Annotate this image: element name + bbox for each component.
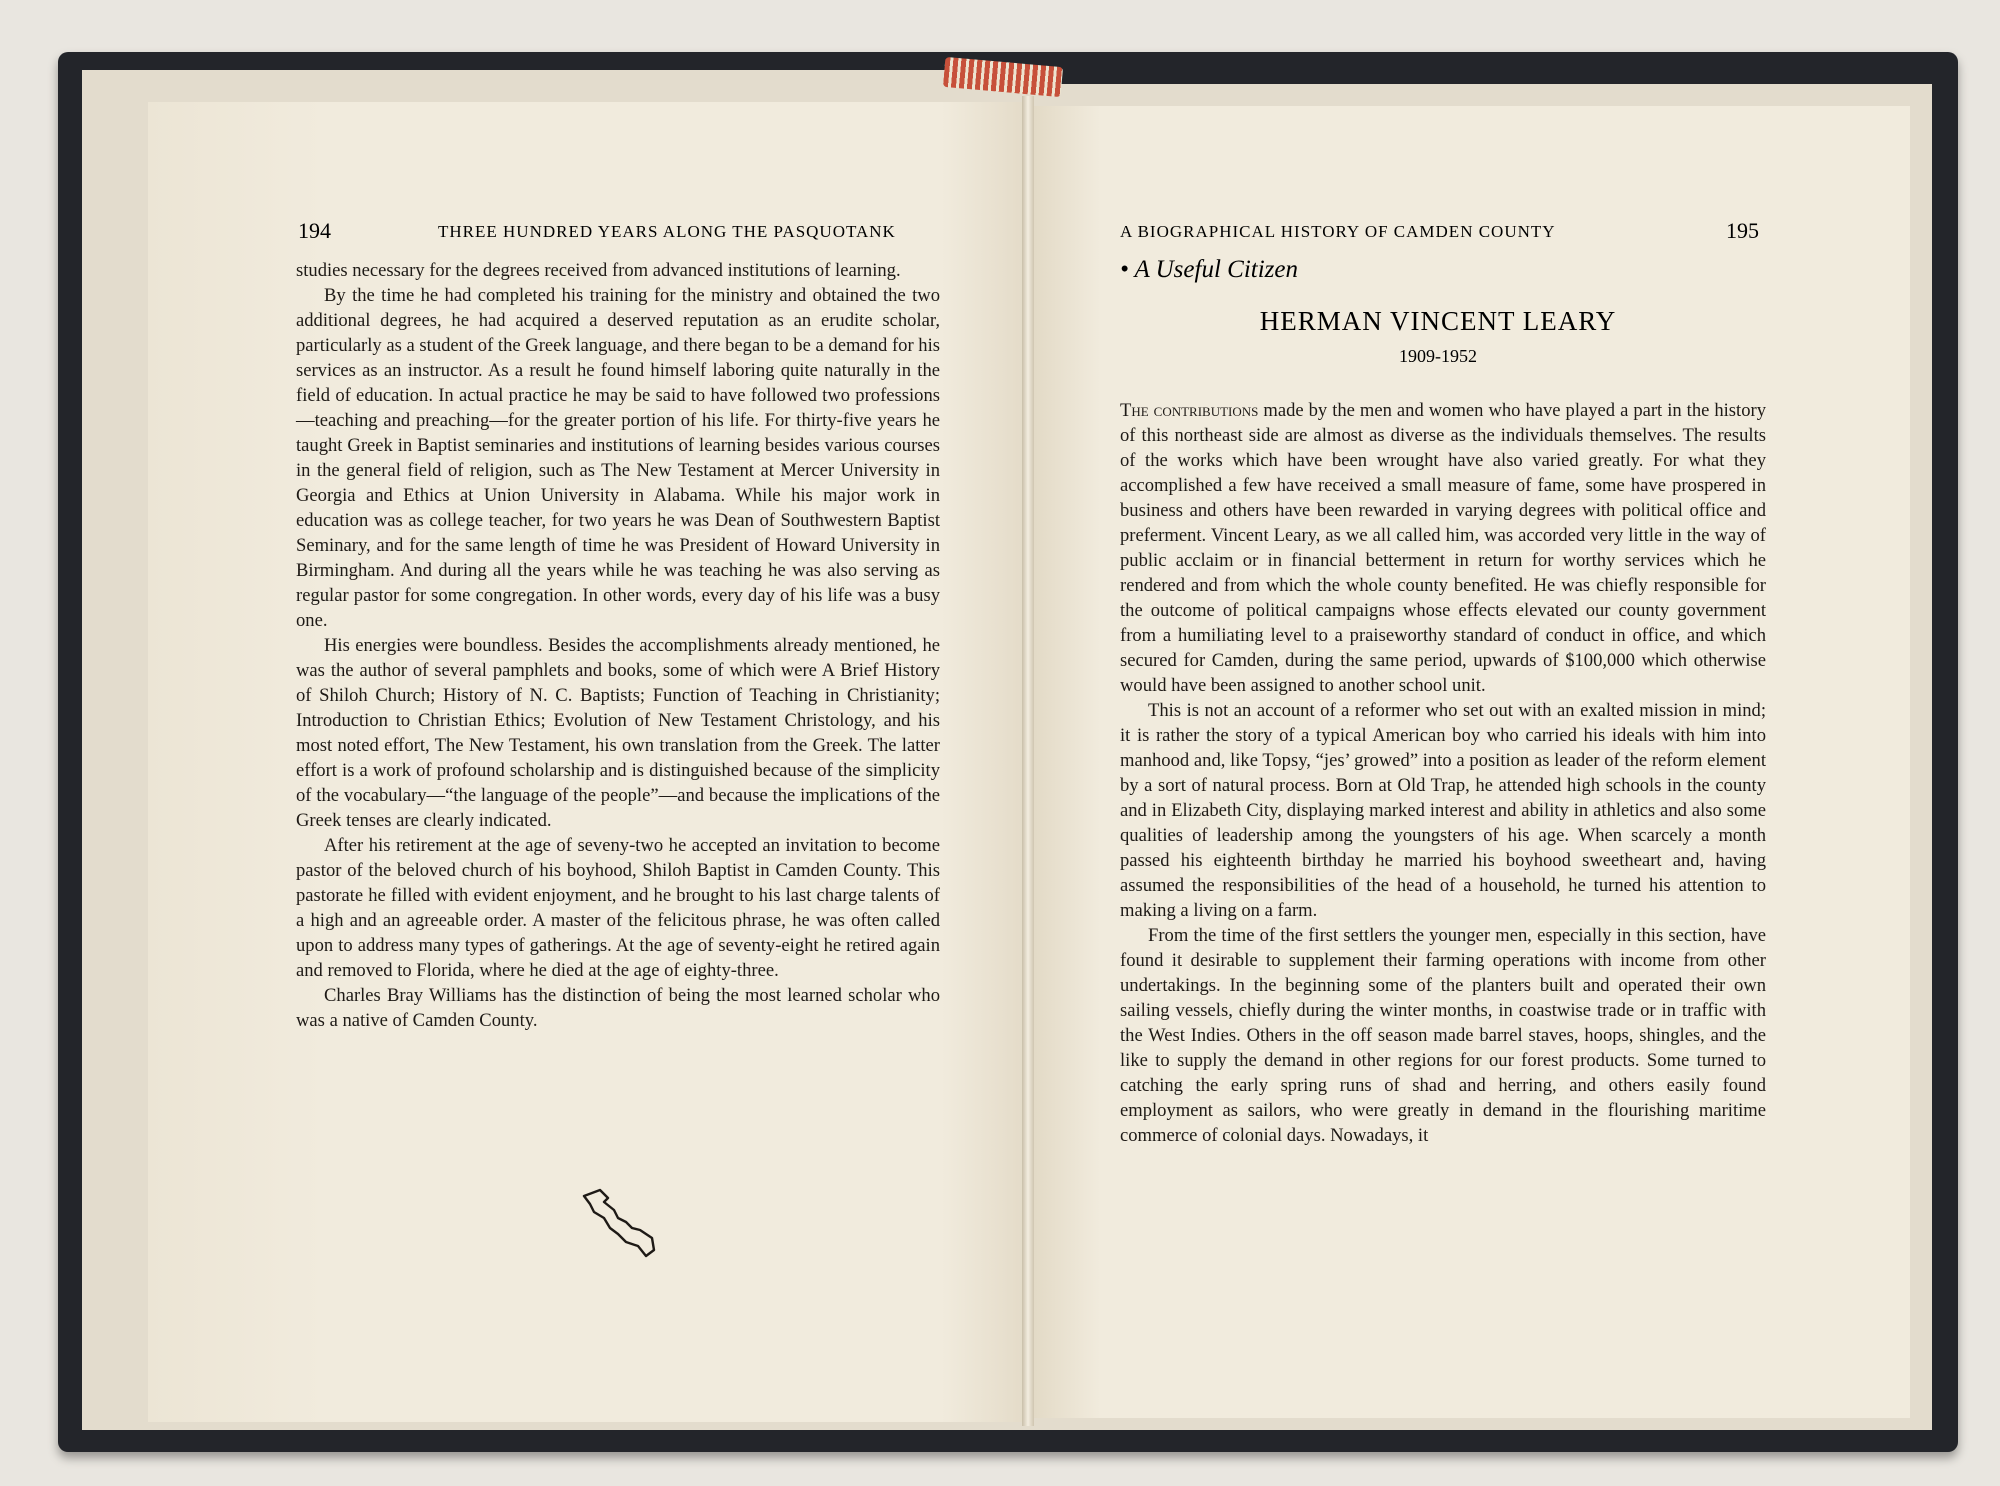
paragraph: By the time he had completed his training for the ministry and obtained the two additional degrees, he had acquired a deserved reputation as an erudite scholar, particularly as a student of the Greek language, and there began to be a demand for his services as an instructor. As a result he found himself laboring quite naturally in the field of education. In actual practice he may be said to have followed two professions—teaching and preaching—for the greater portion of his life. For thirty-five years he taught Greek in Baptist seminaries and institutions of learning besides various courses in the general field of religion, such as The New Testament at Mercer University in Georgia and Ethics at Union University in Alabama. While his major work in education was as college teacher, for two years he was Dean of Southwestern Baptist Seminary, and for the same length of time he was President of Howard University in Birmingham. And during all the years while he was teaching he was also serving as regular pastor for some congregation. In other words, every day of his life was a busy one. (296, 285, 940, 631)
right-running-head: A BIOGRAPHICAL HISTORY OF CAMDEN COUNTY (1120, 222, 1556, 241)
section-label: • A Useful Citizen (1120, 256, 1298, 283)
left-running-head: THREE HUNDRED YEARS ALONG THE PASQUOTANK (438, 222, 896, 241)
right-page-body (1120, 398, 1766, 1148)
book-gutter (1022, 96, 1034, 1426)
left-page-body (296, 258, 940, 1033)
paragraph: This is not an account of a reformer who set out with an exalted mission in mind; it is rather the story of a typical American boy who carried his ideals with him into manhood and, like Topsy, “jes’ growed” into a position as leader of the reform element by a sort of natural process. Born at Old Trap, he attended high schools in the county and in Elizabeth City, displaying marked interest and ability in athletics and also some qualities of leadership among the youngsters of his age. When scarcely a month passed his eighteenth birthday he married his boyhood sweetheart and, having assumed the responsibilities of the head of a household, he turned his attention to making a living on a farm. (1120, 700, 1766, 921)
paragraph: His energies were boundless. Besides the accomplishments already mentioned, he was the author of several pamphlets and books, some of which were A Brief History of Shiloh Church; History of N. C. Baptists; Function of Teaching in Christianity; Introduction to Christian Ethics; Evolution of New Testament Christology, and his most noted effort, The New Testament, his own translation from the Greek. The latter effort is a work of profound scholarship and is distinguished because of the simplicity of the vocabulary—“the language of the people”—and because the implications of the Greek tenses are clearly indicated. (296, 635, 940, 831)
paragraph-text: made by the men and women who have played a part in the history of this northeast side are almost as diverse as the individuals themselves. The results of the works which have been wrought have also varied greatly. For what they accomplished a few have received a small measure of fame, some have prospered in business and others have been rewarded in varying degrees with political office and preferment. Vincent Leary, as we all called him, was accorded very little in the way of public acclaim or in financial betterment in return for worthy services which he rendered and from which the whole county benefited. He was chiefly responsible for the outcome of political campaigns whose effects elevated our county government from a humiliating level to a praiseworthy standard of conduct in office, and which secured for Camden, during the same period, upwards of $100,000 which otherwise would have been assigned to another school unit. (1120, 400, 1766, 696)
paragraph: From the time of the first settlers the younger men, especially in this section, have found it desirable to supplement their farming operations with income from other undertakings. In the beginning some of the planters built and operated their own sailing vessels, chiefly during the winter months, in coastwise trade or in traffic with the West Indies. Others in the off season made barrel staves, hoops, shingles, and the like to supply the demand in other regions for our forest products. Some turned to catching the early spring runs of shad and herring, and others easily found employment as sailors, who were greatly in demand in the flourishing maritime commerce of colonial days. Nowadays, it (1120, 925, 1766, 1146)
biography-dates: 1909-1952 (1399, 346, 1477, 366)
paragraph: After his retirement at the age of seveny-two he accepted an invitation to become pastor of the beloved church of his boyhood, Shiloh Baptist in Camden County. This pastorate he filled with evident enjoyment, and he brought to his last charge talents of a high and an agreeable order. A master of the felicitous phrase, he was often called upon to address many types of gatherings. At the age of seventy-eight he retired again and removed to Florida, where he died at the age of eighty-three. (296, 835, 940, 981)
biography-name-heading: HERMAN VINCENT LEARY (1259, 306, 1617, 336)
paragraph: Charles Bray Williams has the distinction of being the most learned scholar who was a native of Camden County. (296, 985, 940, 1031)
paragraph: studies necessary for the degrees received from advanced institutions of learning. (296, 260, 901, 281)
county-map-ornament (580, 1188, 660, 1260)
lead-in-small-caps: The contributions (1120, 400, 1259, 421)
left-page-number: 194 (298, 218, 331, 243)
paragraph (1120, 398, 1766, 698)
right-page-number: 195 (1726, 218, 1759, 243)
